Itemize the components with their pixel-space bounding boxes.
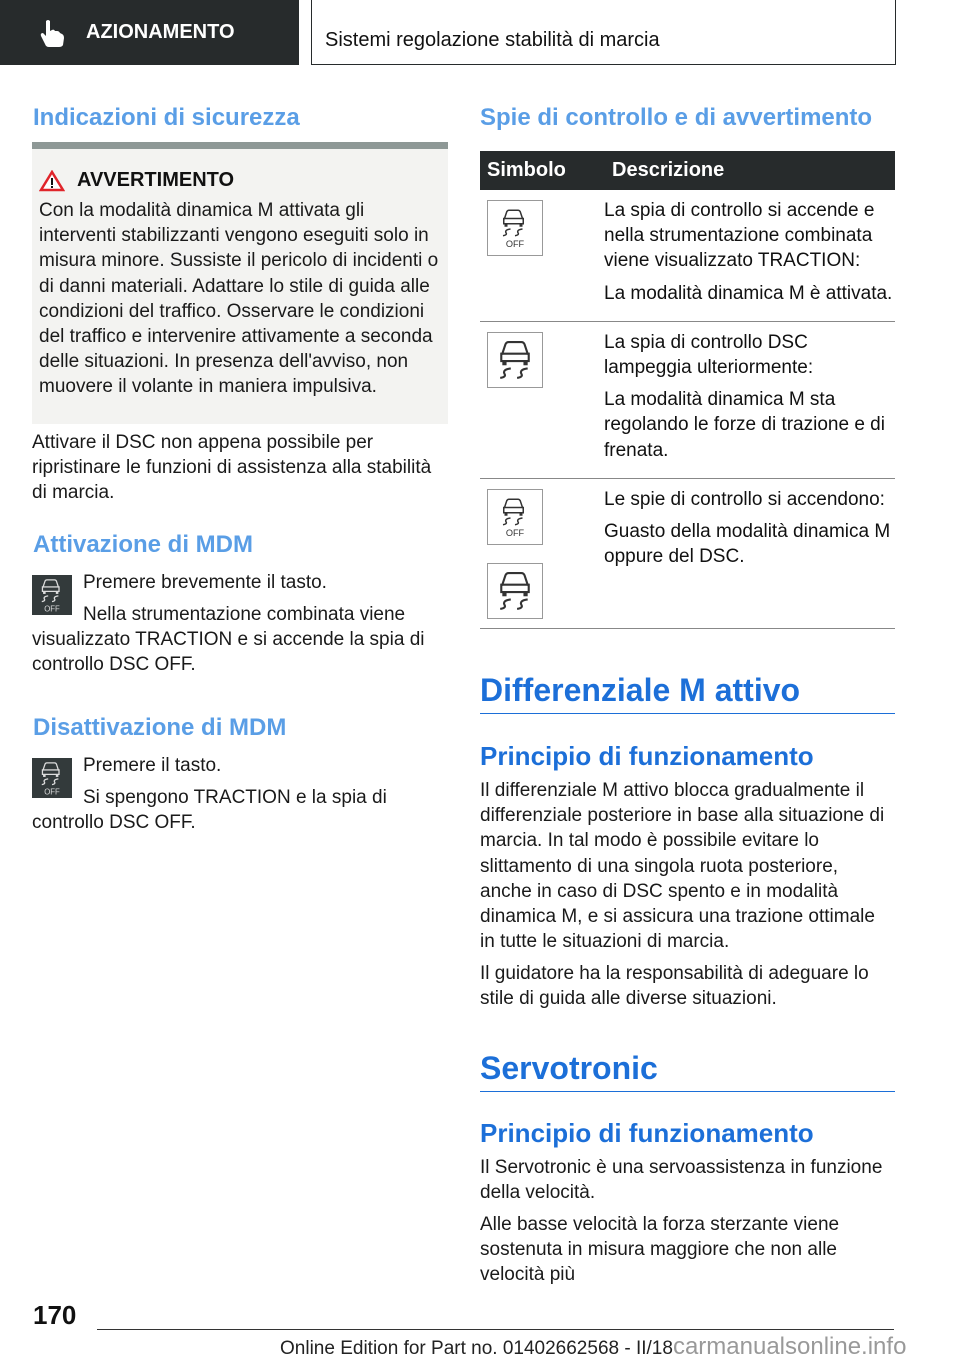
diff-paragraph-1: Il differenziale M attivo blocca gradualmente il differenziale posteriore in base alla situazione di marcia. In tal modo è possibile evitare lo slittamento di una singola ruota posteriore, anche in caso di DSC spento e in modalità dinamica M, e si assicura una trazione ottimale in tutte le situazioni di marcia. (480, 780, 885, 953)
col-symbol: Simbolo (480, 151, 604, 190)
watermark: carmanualsonline.info (672, 1333, 907, 1360)
safety-heading: Indicazioni di sicurezza (33, 104, 300, 131)
page-number: 170 (33, 1300, 77, 1330)
deactivation-step: Premere il tasto. (83, 755, 222, 776)
svg-text:OFF: OFF (505, 239, 525, 248)
dsc-text: Attivare il DSC non appena possibile per ripristinare le funzioni di assistenza alla stabilità di marcia. (32, 432, 432, 504)
chapter-title: Sistemi regolazione stabilità di marcia (311, 0, 896, 65)
servo-subheading: Principio di funzionamento (480, 1118, 814, 1148)
hand-pointer-icon (40, 19, 64, 47)
table-row: OFF Le spie di controllo si accendono: Guasto della modalità dinamica M oppure del DSC. (480, 478, 895, 628)
warning-box (32, 142, 448, 424)
footer-divider (97, 1329, 894, 1330)
svg-text:OFF: OFF (44, 787, 60, 795)
table-row: OFF La spia di controllo si accende e nella strumentazione combinata viene visualizzato TRACTION: La modalità dinamica M è attivata. (480, 190, 895, 321)
dsc-light-icon (487, 563, 543, 619)
servo-heading: Servotronic (480, 1050, 895, 1092)
diff-paragraph-2: Il guidatore ha la responsabilità di adeguare lo stile di guida alle diverse situazioni. (480, 963, 869, 1010)
svg-text:OFF: OFF (505, 527, 525, 537)
dsc-off-light-icon (487, 200, 543, 256)
svg-text:OFF: OFF (44, 604, 60, 612)
warning-text: Con la modalità dinamica M attivata gli interventi stabilizzanti vengono eseguiti solo in misura minore. Sussiste il pericolo di incidenti o di danni materiali. Adattare lo stile di guida alle condizioni del traffico. Osservare le condizioni del traffico e intervenire attivamente a seconda delle situazioni. In presenza dell'avviso, non muovere il volante in maniera impulsiva. (39, 200, 439, 398)
warning-title: AVVERTIMENTO (77, 169, 235, 191)
warning-triangle-icon (39, 170, 65, 192)
col-description: Descrizione (604, 151, 895, 190)
diff-subheading: Principio di funzionamento (480, 741, 814, 771)
activation-heading: Attivazione di MDM (33, 531, 253, 558)
footer-edition: Online Edition for Part no. 01402662568 - II/18carmanualsonline.info (280, 1333, 907, 1360)
dsc-light-icon (487, 332, 543, 388)
dsc-off-light-icon (487, 489, 543, 545)
servo-paragraph-1: Il Servotronic è una servoassistenza in funzione della velocità. (480, 1157, 883, 1204)
section-title: AZIONAMENTO (86, 21, 235, 43)
servo-paragraph-2: Alle basse velocità la forza sterzante viene sostenuta in misura maggiore che non alle velocità più (480, 1214, 840, 1286)
warning-lights-table (480, 151, 895, 629)
table-row: La spia di controllo DSC lampeggia ulteriormente: La modalità dinamica M sta regolando le forze di trazione e di frenata. (480, 321, 895, 478)
lights-heading: Spie di controllo e di avvertimento (480, 104, 873, 131)
section-tab (0, 0, 299, 65)
activation-result: Nella strumentazione combinata viene visualizzato TRACTION e si accende la spia di controllo DSC OFF. (32, 604, 425, 676)
activation-step: Premere brevemente il tasto. (83, 572, 327, 593)
deactivation-result: Si spengono TRACTION e la spia di controllo DSC OFF. (32, 787, 387, 834)
deactivation-heading: Disattivazione di MDM (33, 714, 287, 741)
diff-heading: Differenziale M attivo (480, 672, 895, 714)
